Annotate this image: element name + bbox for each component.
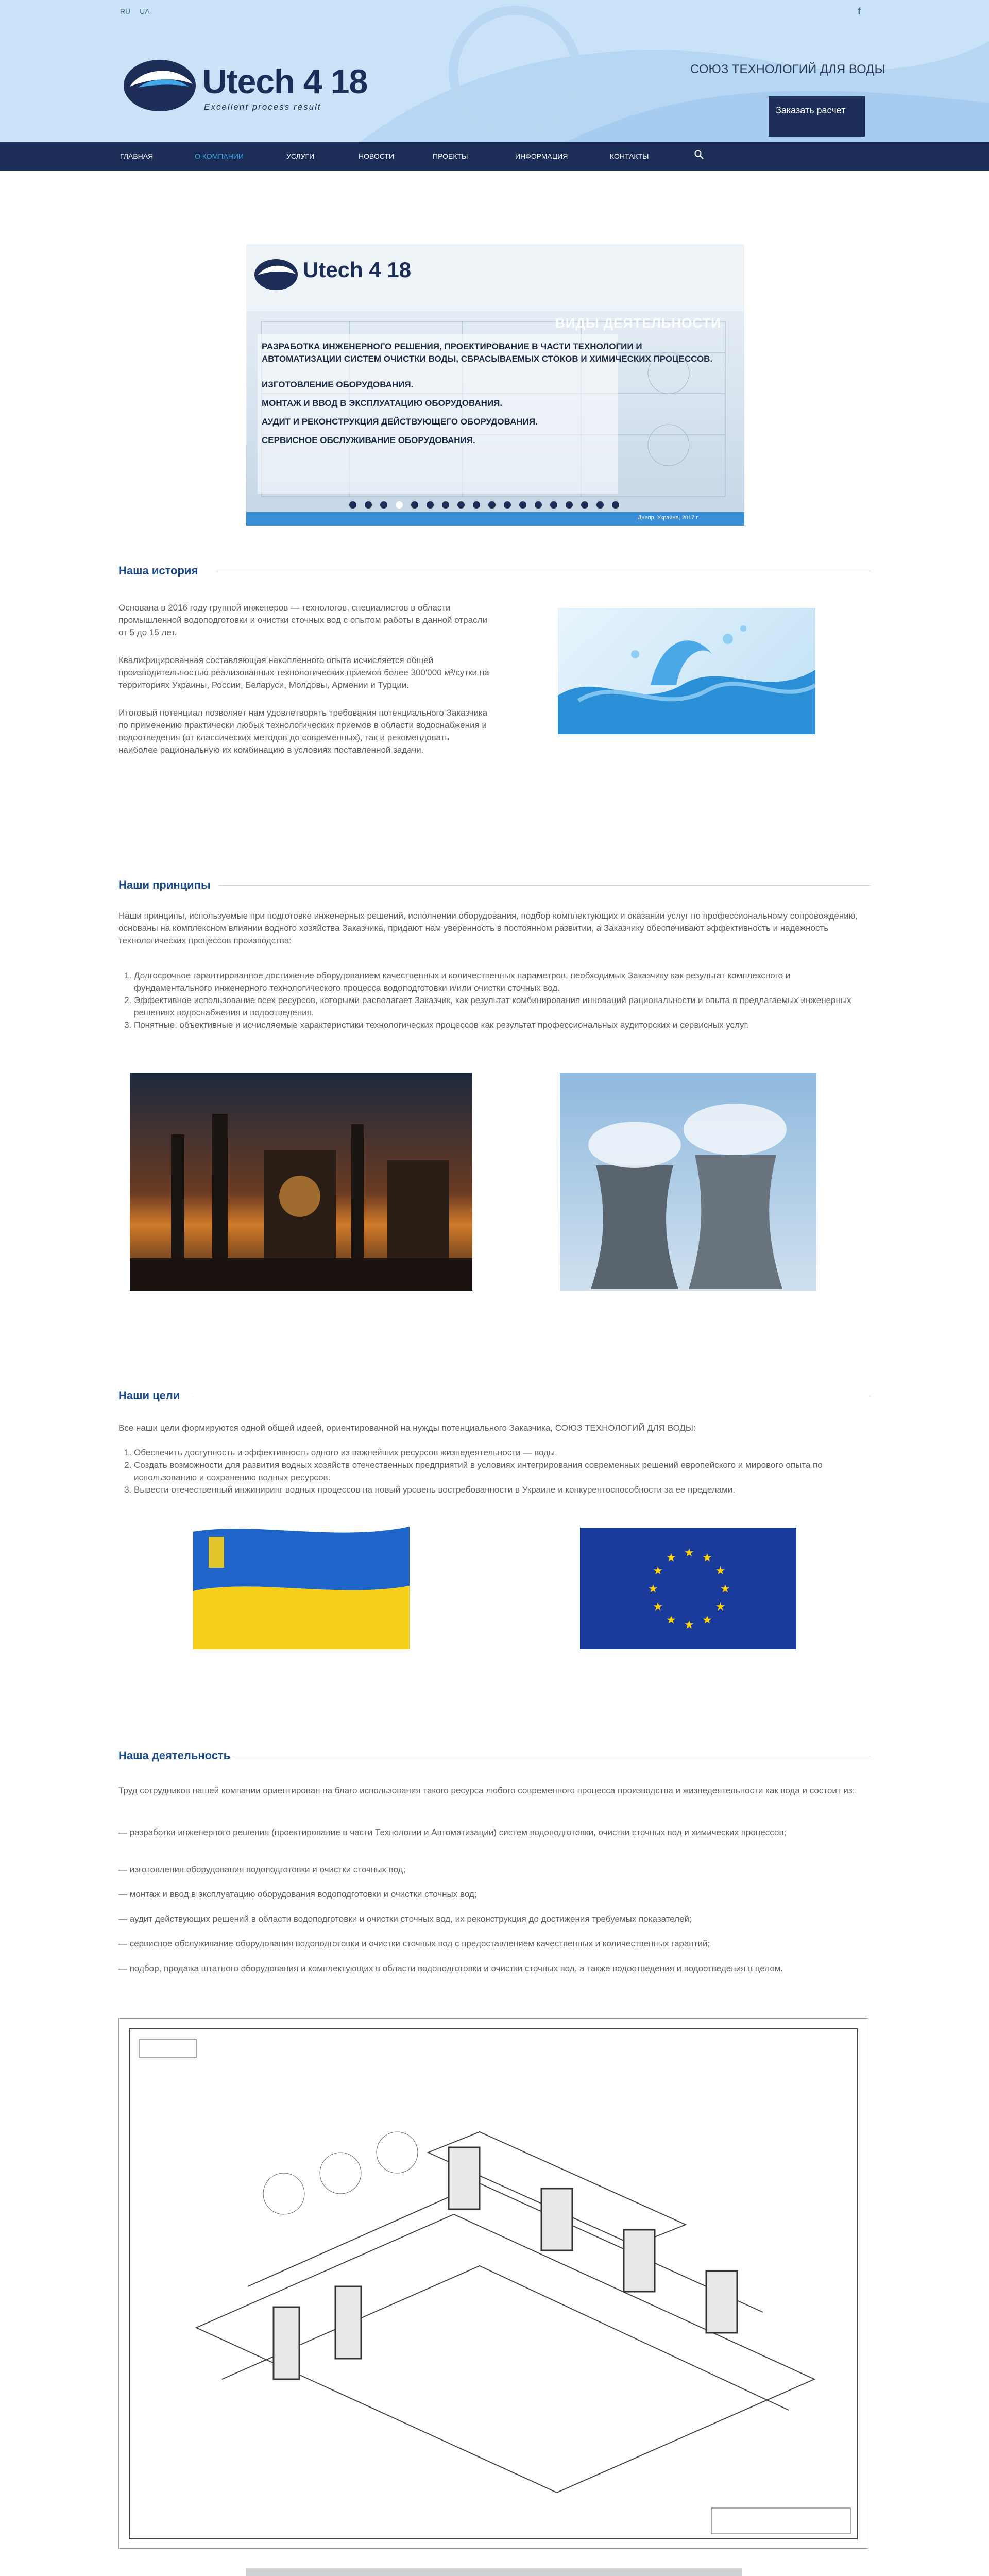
site-header xyxy=(0,0,989,142)
slider-dot[interactable] xyxy=(396,501,403,509)
eu-flag-illustration xyxy=(580,1528,796,1649)
main-navigation xyxy=(0,142,989,171)
principle-item: 1. Долгосрочное гарантированное достижение оборудованием качественных и количественных параметров, необходимых Заказчику как результат комплексного и фундаментального инженерного технологического процесса водоподготовки и/или очистки сточных вод. xyxy=(134,970,871,994)
cooling-towers-illustration xyxy=(560,1073,816,1291)
slider-caption: РАЗРАБОТКА ИНЖЕНЕРНОГО РЕШЕНИЯ, ПРОЕКТИРОВАНИЕ В ЧАСТИ ТЕХНОЛОГИИ И xyxy=(262,342,642,351)
principles-divider xyxy=(219,885,871,886)
order-calculation-button[interactable]: Заказать расчет xyxy=(769,96,865,137)
slider-dot[interactable] xyxy=(473,501,480,509)
slider-dot[interactable] xyxy=(349,501,356,509)
activity-item: — разработки инженерного решения (проектирование в части Технологии и Автоматизации) систем водоподготовки, очистки сточных вод и химических процессов; xyxy=(118,1827,787,1837)
activity-slider[interactable] xyxy=(246,244,744,526)
slider-logo-drop-icon xyxy=(253,257,300,293)
lang-ua[interactable]: UA xyxy=(140,7,150,15)
ukraine-flag-illustration xyxy=(193,1527,410,1649)
history-paragraph: Основана в 2016 году группой инженеров — технологов, специалистов в области промышленной водоподготовки и очистки сточных вод с опытом работы в данной отрасли от 5 до 15 лет. xyxy=(118,603,487,637)
eu-star-icon: ★ xyxy=(715,1564,726,1577)
lang-ru[interactable]: RU xyxy=(120,7,131,15)
slider-logo xyxy=(253,251,439,298)
eu-star-icon: ★ xyxy=(666,1613,676,1626)
eu-star-icon: ★ xyxy=(684,1546,694,1559)
nav-item-services[interactable]: УСЛУГИ xyxy=(286,152,315,160)
logo-subtext: Excellent process result xyxy=(204,102,321,112)
water-splash-illustration xyxy=(558,608,815,734)
eu-star-icon: ★ xyxy=(702,1613,712,1626)
slider-dot[interactable] xyxy=(596,501,604,509)
goals-title: Наши цели xyxy=(118,1389,180,1402)
language-switcher xyxy=(120,7,157,15)
slider-caption: АУДИТ И РЕКОНСТРУКЦИЯ ДЕЙСТВУЮЩЕГО ОБОРУДОВАНИЯ. xyxy=(262,417,538,427)
site-logo[interactable] xyxy=(123,50,396,128)
industrial-plant-illustration xyxy=(130,1073,472,1291)
industrial-plant-image xyxy=(130,1073,472,1291)
goals-list xyxy=(118,1447,871,1496)
nav-item-home[interactable]: ГЛАВНАЯ xyxy=(120,152,154,160)
slider-dot[interactable] xyxy=(380,501,387,509)
nav-item-about[interactable]: О КОМПАНИИ xyxy=(195,152,244,160)
activity-item: — монтаж и ввод в эксплуатацию оборудования водоподготовки и очистки сточных вод; xyxy=(118,1889,477,1899)
slider-dot[interactable] xyxy=(488,501,496,509)
activity-item: — изготовления оборудования водоподготовки и очистки сточных вод; xyxy=(118,1865,406,1874)
cooling-towers-image xyxy=(560,1073,816,1291)
eu-star-icon: ★ xyxy=(720,1582,730,1595)
eu-star-icon: ★ xyxy=(715,1600,726,1613)
slider-caption: АВТОМАТИЗАЦИИ СИСТЕМ ОЧИСТКИ ВОДЫ, СБРАСЫВАЕМЫХ СТОКОВ И ХИМИЧЕСКИХ ПРОЦЕССОВ. xyxy=(262,354,713,364)
eu-star-icon: ★ xyxy=(653,1564,663,1577)
slider-dot[interactable] xyxy=(365,501,372,509)
slider-pagination xyxy=(349,499,638,510)
history-paragraph: Квалифицированная составляющая накопленного опыта исчисляется общей производительностью реализованных технологических приемов более 300'000 м³/сутки на территориях Украины, России, Беларуси, Молдовы, Армении и Турции. xyxy=(118,655,489,690)
slider-dot[interactable] xyxy=(411,501,418,509)
equipment-drawing-illustration xyxy=(119,2019,868,2549)
principle-item: 2. Эффективное использование всех ресурсов, которыми располагает Заказчик, как результат комбинирования инноваций рациональности и опыта в предлагаемых инженерных решениях водоснабжения и водоотведения. xyxy=(134,994,871,1019)
slider-dot[interactable] xyxy=(550,501,557,509)
activity-intro: Труд сотрудников нашей компании ориентирован на благо использования такого ресурса любого современного процесса производства и жизнедеятельности как вода и состоит из: xyxy=(118,1786,855,1795)
eu-star-icon: ★ xyxy=(648,1582,658,1595)
history-paragraph: Итоговый потенциал позволяет нам удовлетворять требования потенциального Заказчика по применению практически любых технологических приемов в области водоснабжения и водоотведения (от классических методов до современных), так и рекомендовать наиболее рациональную их комбинацию в условиях поставленной задачи. xyxy=(118,708,488,755)
activity-item: — аудит действующих решений в области водоподготовки и очистки сточных вод, их реконструкция до достижения требуемых показателей; xyxy=(118,1914,692,1924)
history-title: Наша история xyxy=(118,564,198,577)
slider-dot[interactable] xyxy=(442,501,449,509)
principles-intro: Наши принципы, используемые при подготовке инженерных решений, исполнении оборудования, подбор комплектующих и оказании услуг по профессиональному сопровождению, основаны на комплексном влиянии водного хозяйства Заказчика, придают нам уверенность в постоянном развитии, а Заказчику обеспечивают эффективность и надежность технологических процессов производства: xyxy=(118,911,858,945)
slider-dot[interactable] xyxy=(504,501,511,509)
slider-dot[interactable] xyxy=(566,501,573,509)
principles-title: Наши принципы xyxy=(118,878,211,891)
slider-footnote: Днепр, Украина, 2017 г. xyxy=(638,515,700,521)
slider-dot[interactable] xyxy=(427,501,434,509)
activity-title: Наша деятельность xyxy=(118,1749,231,1762)
slider-caption: ИЗГОТОВЛЕНИЕ ОБОРУДОВАНИЯ. xyxy=(262,380,414,389)
goals-intro: Все наши цели формируются одной общей идеей, ориентированной на нужды потенциального Заказчика, СОЮЗ ТЕХНОЛОГИЙ ДЛЯ ВОДЫ: xyxy=(118,1423,696,1433)
logo-text: Utech 4 18 xyxy=(202,62,368,100)
eu-star-icon: ★ xyxy=(684,1618,694,1631)
nav-item-contacts[interactable]: КОНТАКТЫ xyxy=(610,152,649,160)
installed-equipment-illustration xyxy=(246,2568,742,2576)
nav-item-projects[interactable]: ПРОЕКТЫ xyxy=(433,152,468,160)
slider-caption: СЕРВИСНОЕ ОБСЛУЖИВАНИЕ ОБОРУДОВАНИЯ. xyxy=(262,435,475,445)
eu-star-icon: ★ xyxy=(666,1551,676,1564)
installed-equipment-photo xyxy=(246,2568,742,2576)
eu-star-icon: ★ xyxy=(702,1551,712,1564)
goal-item: 2. Создать возможности для развития водных хозяйств отечественных предприятий в условиях интегрирования современных решений европейского и мирового опыта по использованию и сохранению водных ресурсов. xyxy=(134,1459,871,1484)
slider-heading: ВИДЫ ДЕЯТЕЛЬНОСТИ xyxy=(555,315,722,331)
slider-dot[interactable] xyxy=(457,501,465,509)
principles-list xyxy=(118,970,871,1031)
water-splash-image xyxy=(558,608,815,734)
slider-logo-text: Utech 4 18 xyxy=(303,258,412,282)
activity-item: — подбор, продажа штатного оборудования и комплектующих в области водоподготовки и очистки сточных вод, а также водоотведения и водоотведения в целом. xyxy=(118,1963,783,1973)
goal-item: 3. Вывести отечественный инжиниринг водных процессов на новый уровень востребованности в Украине и конкурентоспособности за ее пределами. xyxy=(134,1484,871,1496)
eu-star-icon: ★ xyxy=(653,1600,663,1613)
eu-flag-image xyxy=(580,1528,796,1649)
activity-item: — сервисное обслуживание оборудования водоподготовки и очистки сточных вод с предоставлением качественных и количественных гарантий; xyxy=(118,1939,710,1948)
nav-item-news[interactable]: НОВОСТИ xyxy=(359,152,395,160)
slider-dot[interactable] xyxy=(519,501,526,509)
slider-caption: МОНТАЖ И ВВОД В ЭКСПЛУАТАЦИЮ ОБОРУДОВАНИЯ. xyxy=(262,398,503,408)
slider-dot[interactable] xyxy=(535,501,542,509)
search-icon[interactable] xyxy=(694,150,704,159)
equipment-drawing-image xyxy=(118,2018,868,2549)
logo-drop-icon xyxy=(123,56,200,112)
slider-dot[interactable] xyxy=(612,501,619,509)
slider-dot[interactable] xyxy=(581,501,588,509)
header-tagline: СОЮЗ ТЕХНОЛОГИЙ ДЛЯ ВОДЫ xyxy=(690,62,885,76)
facebook-icon[interactable]: f xyxy=(858,6,861,16)
goal-item: 1. Обеспечить доступность и эффективность одного из важнейших ресурсов жизнедеятельности — воды. xyxy=(134,1447,871,1459)
ukraine-flag-image xyxy=(193,1527,410,1649)
principle-item: 3. Понятные, объективные и исчисляемые характеристики технологических процессов как результат профессиональных аудиторских и сервисных услуг. xyxy=(134,1019,871,1031)
nav-item-information[interactable]: ИНФОРМАЦИЯ xyxy=(515,152,568,160)
